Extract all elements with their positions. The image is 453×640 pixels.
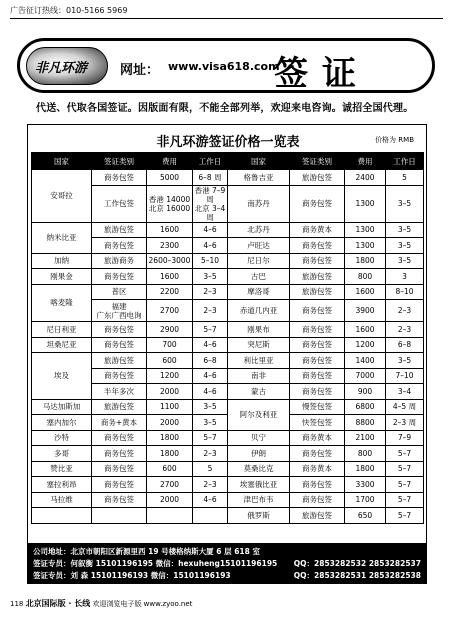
table-row [32, 170, 424, 186]
fee-cell: 2000 [147, 492, 193, 508]
table-row [32, 284, 424, 300]
ad-hotline: 广告征订热线：010-5166 5969 [10, 6, 128, 15]
workdays-cell: 3 [386, 269, 424, 285]
page-footer [10, 598, 192, 609]
country-cell: 伊朗 [228, 446, 290, 462]
visa-type-cell: 旅游商务 [92, 253, 147, 269]
table-row [32, 399, 424, 415]
country-cell: 塞拉利昂 [32, 477, 92, 493]
country-cell: 赤道几内亚 [228, 300, 290, 322]
logo-text: 非凡环游 [35, 61, 88, 76]
country-cell: 摩洛哥 [228, 284, 290, 300]
empty-cell [193, 508, 228, 524]
column-header: 签证类别 [290, 153, 345, 170]
visa-type-cell: 工作包签 [92, 185, 147, 222]
fee-cell: 1300 [345, 185, 386, 222]
fee-cell: 5000 [147, 170, 193, 186]
visa-type-cell: 商务包签 [290, 322, 345, 338]
country-cell: 莫桑比克 [228, 461, 290, 477]
visa-type-cell: 旅游包签 [92, 399, 147, 415]
slogan: 代送、代取各国签证。因版面有限，不能全部列举，欢迎来电咨询。诚招全国代理。 [36, 103, 414, 114]
fee-cell: 香港 14000 北京 16000 [147, 185, 193, 222]
workdays-cell: 5–7 [193, 430, 228, 446]
fee-cell: 1200 [345, 337, 386, 353]
country-cell: 沙特 [32, 430, 92, 446]
visa-type-cell: 旅游包签 [92, 222, 147, 238]
workdays-cell: 4–6 [193, 337, 228, 353]
workdays-cell: 2–3 [193, 300, 228, 322]
workdays-cell: 香港 7–9 周 北京 3–4 周 [193, 185, 228, 222]
fee-cell: 800 [345, 446, 386, 462]
column-header: 工作日 [193, 153, 228, 170]
country-cell: 俄罗斯 [228, 508, 290, 524]
visa-price-table [31, 152, 424, 524]
visa-type-cell: 商务包签 [92, 337, 147, 353]
fee-cell: 2600–3000 [147, 253, 193, 269]
fee-cell: 2300 [147, 238, 193, 254]
workdays-cell: 6–8 [386, 337, 424, 353]
table-row [32, 461, 424, 477]
country-cell: 尼日利亚 [32, 322, 92, 338]
empty-cell [147, 508, 193, 524]
country-cell: 贝宁 [228, 430, 290, 446]
workdays-cell: 8–10 [386, 284, 424, 300]
e-edition-note: 欢迎浏览电子版 www.zyoo.net [92, 600, 193, 608]
visa-type-cell: 商务黄本 [290, 461, 345, 477]
visa-type-cell: 商务包签 [290, 238, 345, 254]
visa-type-cell: 快签包签 [290, 415, 345, 431]
empty-cell [92, 508, 147, 524]
table-row [32, 492, 424, 508]
fee-cell: 2000 [147, 384, 193, 400]
country-cell: 塞内加尔 [32, 415, 92, 431]
workdays-cell: 4–6 [193, 368, 228, 384]
visa-type-cell: 商务黄本 [290, 430, 345, 446]
workdays-cell: 4–6 [193, 492, 228, 508]
visa-type-cell: 慢签包签 [290, 399, 345, 415]
fee-cell: 1300 [345, 222, 386, 238]
fee-cell: 650 [345, 508, 386, 524]
workdays-cell: 2–3 [386, 322, 424, 338]
fee-cell: 2400 [345, 170, 386, 186]
empty-cell [32, 508, 92, 524]
table-row [32, 508, 424, 524]
fee-cell: 2000 [147, 415, 193, 431]
visa-type-cell: 商务包签 [92, 461, 147, 477]
workdays-cell: 4–5 周 [386, 399, 424, 415]
table-row [32, 430, 424, 446]
visa-type-cell: 商务包签 [290, 368, 345, 384]
column-header: 工作日 [386, 153, 424, 170]
country-cell: 安哥拉 [32, 170, 92, 223]
banner-title: 签证 [274, 54, 370, 93]
workdays-cell: 5–7 [386, 508, 424, 524]
country-cell: 马达加斯加 [32, 399, 92, 415]
workdays-cell: 3–5 [193, 269, 228, 285]
visa-type-cell: 商务黄本 [290, 222, 345, 238]
visa-type-cell: 福建 广东广西电询 [92, 300, 147, 322]
consultant-2: 签证专员：刘 森 15101196193 微信：15101196193 [33, 571, 231, 580]
visa-type-cell: 普区 [92, 284, 147, 300]
country-cell: 坦桑尼亚 [32, 337, 92, 353]
fee-cell: 600 [147, 353, 193, 369]
top-divider [10, 18, 443, 19]
workdays-cell: 6–8 周 [193, 170, 228, 186]
country-cell: 加纳 [32, 253, 92, 269]
magazine-name: 北京国际版 · 长线 [25, 599, 91, 608]
fee-cell: 1600 [147, 269, 193, 285]
table-row [32, 222, 424, 238]
company-address: 公司地址：北京市朝阳区新源里西 19 号楼格纳斯大厦 6 层 618 室 [33, 547, 260, 556]
workdays-cell: 5–7 [386, 492, 424, 508]
workdays-cell: 4–6 [193, 222, 228, 238]
table-row [32, 477, 424, 493]
price-table-frame [27, 124, 427, 544]
country-cell: 阿尔及利亚 [228, 399, 290, 430]
fee-cell: 2100 [345, 430, 386, 446]
workdays-cell: 5–10 [193, 253, 228, 269]
column-header: 费用 [147, 153, 193, 170]
fee-cell: 8800 [345, 415, 386, 431]
visa-type-cell: 商务包签 [290, 446, 345, 462]
workdays-cell: 5–7 [386, 477, 424, 493]
fee-cell: 1800 [147, 446, 193, 462]
table-row [32, 446, 424, 462]
table-row [32, 353, 424, 369]
visa-type-cell: 商务包签 [92, 269, 147, 285]
visa-type-cell: 旅游包签 [92, 353, 147, 369]
fee-cell: 1600 [147, 222, 193, 238]
currency-note: 价格为 RMB [375, 136, 414, 144]
fee-cell: 1400 [345, 353, 386, 369]
workdays-cell: 2–3 [386, 300, 424, 322]
country-cell: 马拉维 [32, 492, 92, 508]
visa-type-cell: 商务包签 [92, 170, 147, 186]
visa-type-cell: 商务包签 [290, 253, 345, 269]
contact-footer [27, 544, 427, 584]
country-cell: 刚果布 [228, 322, 290, 338]
workdays-cell: 5 [193, 461, 228, 477]
consultant-2-qq: QQ：2853282531 2853282538 [293, 571, 421, 580]
country-cell: 喀麦隆 [32, 284, 92, 322]
fee-cell: 600 [147, 461, 193, 477]
workdays-cell: 2–3 [193, 477, 228, 493]
fee-cell: 1800 [345, 253, 386, 269]
visa-type-cell: 商务+黄本 [92, 415, 147, 431]
fee-cell: 700 [147, 337, 193, 353]
visa-type-cell: 商务包签 [92, 492, 147, 508]
column-header: 国家 [32, 153, 92, 170]
fee-cell: 1800 [147, 430, 193, 446]
country-cell: 多哥 [32, 446, 92, 462]
country-cell: 南苏丹 [228, 185, 290, 222]
fee-cell: 1800 [345, 461, 386, 477]
country-cell: 埃及 [32, 353, 92, 400]
workdays-cell: 3–5 [386, 185, 424, 222]
workdays-cell: 5–7 [386, 461, 424, 477]
visa-type-cell: 商务包签 [290, 185, 345, 222]
fee-cell: 1700 [345, 492, 386, 508]
fee-cell: 2700 [147, 477, 193, 493]
workdays-cell: 2–3 [193, 446, 228, 462]
country-cell: 卢旺达 [228, 238, 290, 254]
price-table-title: 非凡环游签证价格一览表 [156, 135, 300, 150]
fee-cell: 1200 [147, 368, 193, 384]
fee-cell: 3900 [345, 300, 386, 322]
country-cell: 蒙古 [228, 384, 290, 400]
visa-type-cell: 半年多次 [92, 384, 147, 400]
fee-cell: 6800 [345, 399, 386, 415]
visa-type-cell: 旅游包签 [290, 269, 345, 285]
workdays-cell: 2–3 [193, 284, 228, 300]
workdays-cell: 6–8 [193, 353, 228, 369]
fee-cell: 7000 [345, 368, 386, 384]
visa-type-cell: 商务包签 [290, 353, 345, 369]
country-cell: 格鲁吉亚 [228, 170, 290, 186]
visa-type-cell: 商务包签 [290, 477, 345, 493]
workdays-cell: 3–5 [386, 253, 424, 269]
page-number: 118 [10, 600, 24, 608]
fee-cell: 1600 [345, 284, 386, 300]
visa-type-cell: 商务包签 [92, 430, 147, 446]
workdays-cell: 2–3 周 [386, 415, 424, 431]
fee-cell: 1600 [345, 322, 386, 338]
fee-cell: 3300 [345, 477, 386, 493]
workdays-cell: 3–5 [193, 399, 228, 415]
visa-type-cell: 商务包签 [92, 322, 147, 338]
visa-type-cell: 商务包签 [290, 384, 345, 400]
country-cell: 赞比亚 [32, 461, 92, 477]
visa-type-cell: 商务包签 [92, 238, 147, 254]
ad-banner [17, 38, 435, 93]
website-url[interactable]: www.visa618.com [168, 60, 280, 73]
country-cell: 利比里亚 [228, 353, 290, 369]
consultant-1: 签证专员：何叙衡 15101196195 微信：hexuheng15101196195 [33, 559, 278, 568]
workdays-cell: 3–5 [386, 238, 424, 254]
country-cell: 北苏丹 [228, 222, 290, 238]
fee-cell: 2700 [147, 300, 193, 322]
column-header: 费用 [345, 153, 386, 170]
visa-type-cell: 商务包签 [290, 337, 345, 353]
fee-cell: 1100 [147, 399, 193, 415]
visa-type-cell: 旅游包签 [290, 508, 345, 524]
country-cell: 南非 [228, 368, 290, 384]
country-cell: 突尼斯 [228, 337, 290, 353]
workdays-cell: 7–10 [386, 368, 424, 384]
table-row [32, 269, 424, 285]
workdays-cell: 4–6 [193, 238, 228, 254]
company-logo [26, 47, 108, 85]
table-row [32, 337, 424, 353]
workdays-cell: 3–5 [193, 415, 228, 431]
country-cell: 埃塞俄比亚 [228, 477, 290, 493]
workdays-cell: 3–5 [386, 222, 424, 238]
table-row [32, 322, 424, 338]
visa-type-cell: 商务包签 [92, 446, 147, 462]
country-cell: 尼日尔 [228, 253, 290, 269]
fee-cell: 2900 [147, 322, 193, 338]
fee-cell: 800 [345, 269, 386, 285]
consultant-1-qq: QQ：2853282532 2853282537 [293, 559, 421, 568]
workdays-cell: 5–7 [193, 322, 228, 338]
visa-type-cell: 商务包签 [92, 477, 147, 493]
country-cell: 津巴布韦 [228, 492, 290, 508]
visa-type-cell: 旅游包签 [290, 284, 345, 300]
website-label: 网址： [120, 63, 160, 78]
column-header: 签证类别 [92, 153, 147, 170]
visa-type-cell: 旅游包签 [290, 170, 345, 186]
fee-cell: 900 [345, 384, 386, 400]
workdays-cell: 4–6 [193, 384, 228, 400]
table-row [32, 253, 424, 269]
workdays-cell: 3–4 [386, 384, 424, 400]
country-cell: 古巴 [228, 269, 290, 285]
visa-type-cell: 商务包签 [290, 492, 345, 508]
workdays-cell: 3–5 [386, 353, 424, 369]
country-cell: 纳米比亚 [32, 222, 92, 253]
visa-type-cell: 商务包签 [92, 368, 147, 384]
country-cell: 刚果金 [32, 269, 92, 285]
column-header: 国家 [228, 153, 290, 170]
workdays-cell: 5–7 [386, 446, 424, 462]
visa-type-cell: 商务包签 [290, 300, 345, 322]
fee-cell: 2200 [147, 284, 193, 300]
fee-cell: 1300 [345, 238, 386, 254]
workdays-cell: 5 [386, 170, 424, 186]
workdays-cell: 7–9 [386, 430, 424, 446]
